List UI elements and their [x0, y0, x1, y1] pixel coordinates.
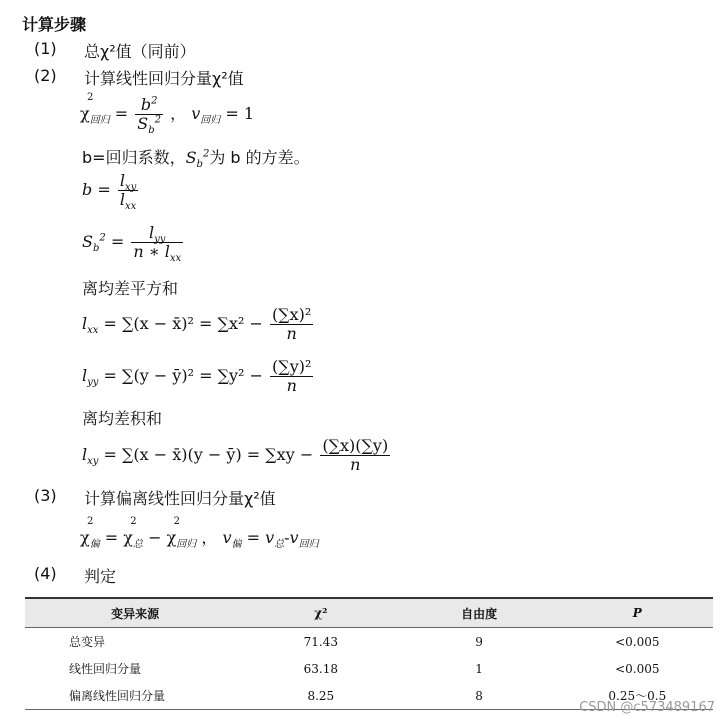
- watermark: CSDN @c573489167: [579, 700, 715, 715]
- header-chi: χ²: [245, 598, 396, 628]
- v-reg-value: = 1: [225, 104, 255, 123]
- table-row: [25, 628, 713, 656]
- header-source: 变异来源: [25, 598, 245, 628]
- row-chi: 8.25: [245, 682, 396, 710]
- lxx-formula: $l_{xx} = \sum(x$ − x̄)² = ∑x² − $\frac{\text{(∑x)²}}{n}$: [82, 305, 312, 343]
- step-2-text: 计算线性回归分量χ²值: [84, 69, 244, 88]
- row-source: 偏离线性回归分量: [25, 682, 245, 710]
- row-source: 线性回归分量: [69, 662, 142, 676]
- row-p: 0.25～0.5: [562, 682, 713, 710]
- row-df: 1: [475, 661, 483, 676]
- row-source: 总变异: [69, 635, 106, 649]
- reg-subscript: 回归: [89, 115, 110, 127]
- row-df: 9: [475, 634, 483, 649]
- row-p: <0.005: [615, 634, 660, 649]
- header-df: 自由度: [397, 598, 562, 628]
- chi-symbol: χ 2: [80, 92, 94, 123]
- row-chi: 63.18: [303, 661, 339, 676]
- sb-formula: $S_b^2$ = $\frac{l_{yy}}{n ∗ l_{xx}}$: [82, 223, 182, 265]
- dev-square-label: 离均差平方和: [82, 279, 179, 298]
- step-4-number: (4): [34, 564, 57, 583]
- result-table: [25, 597, 713, 710]
- step-2-number: (2): [34, 66, 57, 85]
- lxy-formula: $l_{xy} = \sum(x$ − x̄)(y − ȳ) = ∑xy − $\frac{(\sum x)(\sum y)}{n}$: [82, 436, 389, 474]
- step-1-text: 总χ²值（同前）: [84, 42, 196, 61]
- step-4-text: 判定: [84, 567, 117, 586]
- chi-reg-formula: χ 2 $_{回归}$ = $\frac{b^2}{S_b^2}$ ， $v_{回归} = 1$: [80, 92, 255, 137]
- step-3-number: (3): [34, 486, 57, 505]
- b-formula: b = $\frac{l_{xy}}{l_{xx}}$: [82, 171, 137, 213]
- header-p: P: [562, 598, 713, 628]
- b-definition: b=回归系数，$S_b^2$为 b 的方差。: [82, 148, 310, 171]
- section-heading: 计算步骤: [22, 15, 87, 34]
- step-1-number: (1): [34, 39, 57, 58]
- dev-product-label: 离均差积和: [82, 409, 163, 428]
- chi-dev-formula: χ 2 $_偏$ = χ 2 $_总$ − χ 2 $_{回归}$ ， $v_偏 = v_总-v_{回归}$: [80, 516, 319, 551]
- table-header-row: [25, 598, 713, 628]
- row-chi: 71.43: [303, 634, 339, 649]
- v-symbol: v: [191, 104, 201, 123]
- table-row: [25, 655, 713, 682]
- lyy-formula: $l_{yy} = \sum(y$ − ȳ)² = ∑y² − $\frac{\text{(∑y)²}}{n}$: [82, 357, 312, 395]
- b-over-sb-fraction: $\frac{b^2}{S_b^2}$: [137, 95, 162, 137]
- step-3-text: 计算偏离线性回归分量χ²值: [84, 489, 276, 508]
- row-p: <0.005: [615, 661, 660, 676]
- row-df: 8: [397, 682, 562, 710]
